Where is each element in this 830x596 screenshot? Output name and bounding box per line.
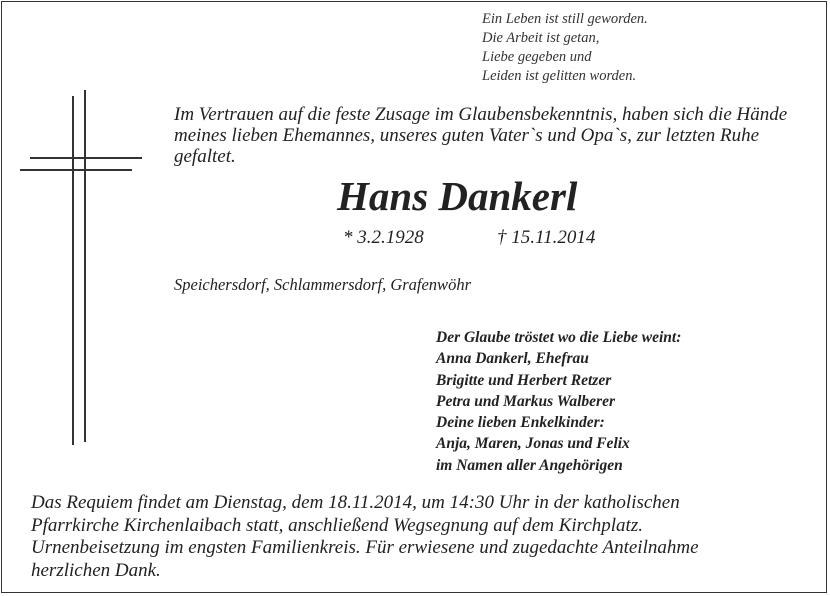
- poem-line: Die Arbeit ist getan,: [482, 30, 600, 46]
- death-date: † 15.11.2014: [497, 227, 596, 248]
- cross-vertical-line: [84, 90, 86, 442]
- cross-horizontal-line: [20, 169, 132, 171]
- requiem-line: Das Requiem findet am Dienstag, dem 18.11.2014, um 14:30 Uhr in der katholischen: [31, 492, 680, 513]
- deceased-name: Hans Dankerl: [337, 173, 578, 219]
- poem-line: Liebe gegeben und: [482, 49, 592, 65]
- poem: [482, 10, 648, 86]
- mourner-line: Anja, Maren, Jonas und Felix: [436, 435, 630, 453]
- requiem-line: Pfarrkirche Kirchenlaibach statt, anschließend Wegsegnung auf dem Kirchplatz.: [31, 514, 643, 536]
- requiem-line: Urnenbeisetzung im engsten Familienkreis. Für erwiesene und zugedachte Anteilnahme: [31, 537, 699, 558]
- mourner-line: im Namen aller Angehörigen: [436, 456, 623, 474]
- poem-line: Leiden ist gelitten worden.: [482, 68, 637, 84]
- requiem-line: herzlichen Dank.: [31, 559, 161, 581]
- mourner-line: Anna Dankerl, Ehefrau: [436, 350, 589, 368]
- mourners-list: [436, 327, 681, 476]
- mourner-line: Brigitte und Herbert Retzer: [436, 371, 612, 389]
- places: Speichersdorf, Schlammersdorf, Grafenwöhr: [174, 275, 471, 294]
- mourner-line: Der Glaube tröstet wo die Liebe weint:: [436, 329, 682, 346]
- intro-text: Im Vertrauen auf die feste Zusage im Glaubensbekenntnis, haben sich die Hände meines lieben Ehemannes, unseres guten Vater`s und Opa`s, zur letzten Ruhe gefaltet.: [174, 104, 788, 167]
- mourner-line: Petra und Markus Walberer: [436, 392, 615, 410]
- poem-line: Ein Leben ist still geworden.: [482, 11, 648, 27]
- cross-horizontal-line: [30, 157, 142, 159]
- cross-vertical-line: [72, 96, 74, 445]
- birth-date: * 3.2.1928: [343, 227, 424, 248]
- requiem-text: [31, 492, 811, 582]
- mourner-line: Deine lieben Enkelkinder:: [436, 414, 605, 432]
